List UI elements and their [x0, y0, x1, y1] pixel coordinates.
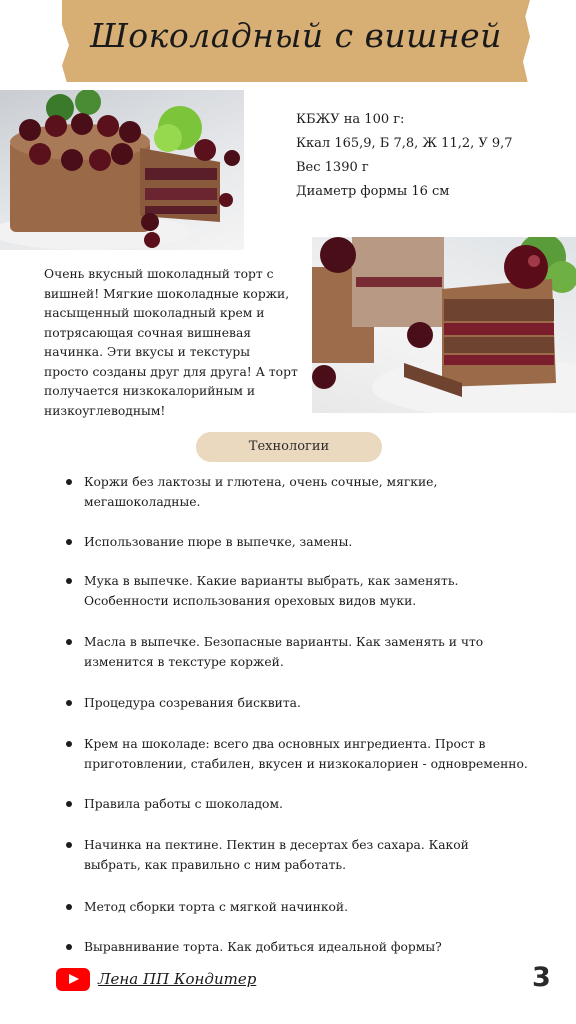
list-item-line: Использование пюре в выпечке, замены.	[84, 535, 353, 549]
intro-line: низкоуглеводным!	[44, 403, 166, 418]
intro-line: Очень вкусный шоколадный торт с	[44, 267, 274, 281]
youtube-icon[interactable]	[56, 968, 90, 991]
bullet-icon	[66, 539, 72, 545]
bullet-icon	[66, 944, 72, 950]
list-item-line: Выравнивание торта. Как добиться идеальной формы?	[84, 940, 442, 954]
nutrition-info	[296, 108, 513, 204]
nutrition-heading: КБЖУ на 100 г:	[296, 112, 405, 127]
list-item-line: Крем на шоколаде: всего два основных ингредиента. Прост в	[84, 737, 486, 751]
list-item-line: Процедура созревания бисквита.	[84, 696, 301, 710]
intro-line: насыщенный шоколадный крем и	[44, 306, 265, 320]
intro-line: потрясающая сочная вишневая	[44, 325, 252, 340]
list-item	[66, 794, 536, 814]
bullet-icon	[66, 578, 72, 584]
list-item-line: изменится в текстуре коржей.	[84, 655, 284, 669]
bullet-icon	[66, 479, 72, 485]
intro-line: получается низкокалорийным и	[44, 384, 256, 398]
list-item	[66, 472, 536, 512]
bullet-icon	[66, 904, 72, 910]
list-item	[66, 734, 536, 774]
list-item-line: Коржи без лактозы и глютена, очень сочные, мягкие,	[84, 475, 438, 489]
list-item-line: Особенности использования ореховых видов муки.	[84, 594, 417, 608]
page-number: 3	[532, 962, 551, 993]
mold-diameter: Диаметр формы 16 см	[296, 184, 450, 199]
list-item	[66, 835, 536, 875]
footer	[56, 966, 256, 992]
intro-line: просто созданы друг для друга! А торт	[44, 364, 298, 379]
cake-photo-whole	[0, 90, 244, 250]
cake-weight: Вес 1390 г	[296, 160, 369, 175]
list-item-line: приготовлении, стабилен, вкусен и низкокалориен - одновременно.	[84, 757, 528, 771]
list-item	[66, 632, 536, 672]
list-item	[66, 897, 536, 917]
list-item-line: выбрать, как правильно с ним работать.	[84, 858, 346, 872]
list-item	[66, 693, 536, 713]
list-item-line: Масла в выпечке. Безопасные варианты. Как заменять и что	[84, 635, 484, 649]
bullet-icon	[66, 741, 72, 747]
bullet-icon	[66, 842, 72, 848]
list-item-line: мегашоколадные.	[84, 495, 201, 509]
list-item-line: Мука в выпечке. Какие варианты выбрать, как заменять.	[84, 574, 459, 588]
cake-photo-slice	[312, 237, 576, 413]
nutrition-values: Ккал 165,9, Б 7,8, Ж 11,2, У 9,7	[296, 136, 513, 151]
list-item-line: Метод сборки торта с мягкой начинкой.	[84, 900, 349, 914]
technologies-heading: Технологии	[196, 432, 382, 462]
intro-line: вишней! Мягкие шоколадные коржи,	[44, 286, 290, 301]
list-item	[66, 532, 536, 552]
intro-text	[44, 265, 308, 421]
page-title: Шоколадный с вишней	[90, 16, 502, 55]
bullet-icon	[66, 700, 72, 706]
list-item-line: Начинка на пектине. Пектин в десертах без сахара. Какой	[84, 838, 469, 852]
channel-link[interactable]: Лена ПП Кондитер	[98, 970, 257, 988]
list-item-line: Правила работы с шоколадом.	[84, 797, 283, 811]
list-item	[66, 571, 536, 611]
intro-line: начинка. Эти вкусы и текстуры	[44, 345, 251, 359]
bullet-icon	[66, 801, 72, 807]
bullet-icon	[66, 639, 72, 645]
list-item	[66, 937, 536, 957]
